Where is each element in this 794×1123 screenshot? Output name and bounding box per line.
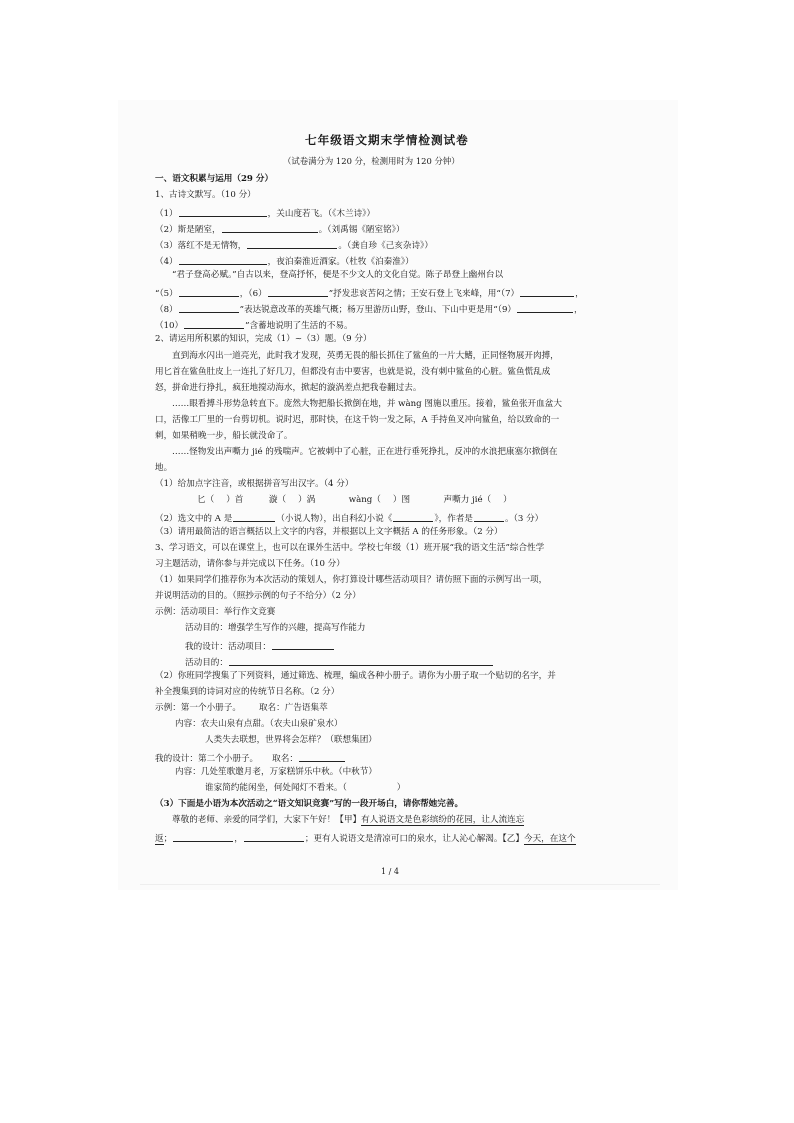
answer-blank[interactable] <box>179 287 239 297</box>
answer-blank[interactable] <box>247 239 337 249</box>
booklet-content-4 <box>205 784 405 793</box>
q1-line-8 <box>155 319 353 331</box>
passage-line: 用匕首在鲨鱼肚皮上一连扎了好几刀，但都没有击中要害，也就是说，没有刺中鲨鱼的心脏。鲨鱼慌乱成 <box>155 367 551 377</box>
q2-sub-2-b: （小说人物），出自科幻小说《 <box>276 514 393 524</box>
q1-line-6-d: ， <box>575 289 584 299</box>
q3-task-3: （3）下面是小语为本次活动之“语文知识竞赛”写的一段开场白，请你帮她完善。 <box>155 799 464 809</box>
q1-line-1 <box>155 207 375 219</box>
pinyin-item: ）图 <box>392 495 411 505</box>
opening-line-2-text: ；更有人说语文是清凉可口的泉水，让人沁心解渴。【乙】 <box>304 834 524 844</box>
q1-paragraph: “君子登高必赋。”自古以来，登高抒怀，便是不少文人的文化自觉。陈子昂登上幽州台以 <box>172 270 504 280</box>
q1-line-7 <box>155 303 583 315</box>
q3-task-1-cont: 并说明活动的目的。（照抄示例的句子不给分）（2 分） <box>155 591 361 601</box>
answer-blank[interactable] <box>184 319 244 329</box>
booklet-design-label: 我的设计：第二个小册子。 <box>155 754 259 764</box>
q1-line-6-a: “（5） <box>155 289 178 299</box>
passage-line: 直到海水闪出一道亮光，此时我才发现，英勇无畏的船长抓住了鲨鱼的一片大鳍，正同怪物展开肉搏， <box>172 351 559 361</box>
q1-line-3 <box>155 239 433 251</box>
passage-line: 刺，如果稍晚一步，船长就没命了。 <box>155 431 293 441</box>
answer-blank[interactable] <box>179 255 267 265</box>
booklet-example-name: 取名：广告语集萃 <box>258 703 328 713</box>
my-design-purpose <box>185 656 494 668</box>
pinyin-item: ） <box>503 495 512 505</box>
booklet-content-3: 内容：几处笙歌邀月老，万家糕饼乐中秋。（中秋节） <box>175 767 377 777</box>
q1-line-6-c: ”抒发悲哀苦闷之情；王安石登上飞来峰，用“（7） <box>328 289 520 299</box>
answer-blank[interactable] <box>272 640 334 650</box>
my-design-project-label: 我的设计：活动项目： <box>185 642 271 652</box>
my-design-purpose-label: 活动目的： <box>185 658 228 668</box>
page-subtitle: （试卷满分为 120 分，检测用时为 120 分钟） <box>283 156 460 166</box>
pinyin-item: ）首 <box>226 495 244 505</box>
q1-line-7-b: ”表达锐意改革的英雄气概；杨万里游历山野，登山、下山中更是用“（9） <box>239 305 517 315</box>
q1-line-2-label: （2）斯是陋室， <box>155 225 221 235</box>
passage-line: ……怪物发出声嘶力 jié 的残喘声。它被刺中了心脏，正在进行垂死挣扎，反冲的水浪把康塞尔掀倒在 <box>172 447 558 457</box>
pinyin-item: ）涡 <box>298 495 316 505</box>
section-heading: 一、语文积累与运用（29 分） <box>155 174 274 184</box>
opening-line-2-sep: ； <box>163 834 173 844</box>
answer-blank[interactable] <box>474 512 504 522</box>
question-3-heading: 3、学习语文，可以在课堂上，也可以在课外生活中。学校七年级（1）班开展“我的语文生活”综合性学 <box>155 543 545 553</box>
pinyin-item: 声嘶力 jié（ <box>443 495 492 505</box>
booklet-content-1: 内容：农夫山泉有点甜。（农夫山泉矿泉水） <box>175 719 343 729</box>
question-1-heading: 1、古诗文默写。（10 分） <box>155 190 256 200</box>
opening-underlined-text: 有人说语文是色彩缤纷的花园，让人流连忘 <box>361 815 525 825</box>
example-purpose: 活动目的：增强学生写作的兴趣，提高写作能力 <box>185 623 366 633</box>
q2-sub-2 <box>155 512 543 524</box>
passage-line: ……眼看搏斗形势急转直下。庞然大物把船长掀倒在地，并 wàng 图施以重压。接着，鲨鱼张开血盆大 <box>172 399 562 409</box>
page-bottom-edge <box>140 884 660 885</box>
passage-line: 地。 <box>155 463 173 473</box>
q1-line-3-text: 。（龚自珍《己亥杂诗》） <box>338 241 433 251</box>
answer-blank[interactable] <box>179 207 267 217</box>
q1-line-2 <box>155 223 405 235</box>
booklet-content-4-close: ） <box>396 783 406 793</box>
opening-underlined-text: 今天，在这个 <box>523 834 576 844</box>
q1-line-1-label: （1） <box>155 209 178 219</box>
pinyin-row <box>197 496 512 505</box>
q3-task-1: （1）如果同学们推荐你为本次活动的策划人，你打算设计哪些活动项目？请仿照下面的示例写出一项， <box>155 575 548 585</box>
q1-line-4-text: ，夜泊秦淮近酒家。（杜牧《泊秦淮》） <box>267 257 414 267</box>
example-project: 示例：活动项目：举行作文竞赛 <box>155 607 276 617</box>
answer-blank[interactable] <box>517 303 573 313</box>
pinyin-item: wàng（ <box>348 495 381 505</box>
q1-line-2-text: 。（刘禹锡《陋室铭》） <box>318 225 405 235</box>
q1-line-1-text: ，关山度若飞。（《木兰诗》） <box>267 209 376 219</box>
q1-line-8-a: （10） <box>155 321 184 331</box>
q1-line-7-a: （8） <box>155 305 178 315</box>
q2-sub-3: （3）请用最简洁的语言概括以上文字的内容，并根据以上文字概括 A 的任务形象。（2 分） <box>155 527 503 537</box>
opening-line-1-a: 尊敬的老师、亲爱的同学们，大家下午好！【甲】 <box>172 815 362 825</box>
my-design-project <box>185 640 335 652</box>
page-title: 七年级语文期末学情检测试卷 <box>305 133 469 147</box>
passage-line: 口，活像工厂里的一台剪切机。说时迟，那时快，在这千钧一发之际，A 手持鱼叉冲向鲨鱼，给以致命的一 <box>155 415 560 425</box>
q1-line-6-b: ，（6） <box>239 289 267 299</box>
q1-line-7-c: ， <box>574 305 583 315</box>
answer-blank[interactable] <box>520 287 574 297</box>
answer-blank[interactable] <box>244 832 304 842</box>
booklet-design-name-label: 取名： <box>272 754 298 764</box>
q2-sub-2-d: 。（3 分） <box>504 514 544 524</box>
pinyin-item: 漩（ <box>268 495 287 505</box>
q1-line-4-label: （4） <box>155 257 178 267</box>
opening-underlined-text: 返 <box>155 834 164 844</box>
booklet-example <box>155 704 328 713</box>
booklet-example-label: 示例：第一个小册子。 <box>155 703 241 713</box>
answer-blank[interactable] <box>299 752 345 762</box>
opening-line-2 <box>155 832 576 844</box>
q2-sub-2-c: 》，作者是 <box>434 514 473 524</box>
q3-task-2: （2）你班同学搜集了下列资料，通过筛选、梳理，编成各种小册子。请你为小册子取一个贴切的名字，并 <box>155 671 556 681</box>
pinyin-item: 匕（ <box>197 495 215 505</box>
booklet-design <box>155 752 346 764</box>
answer-blank[interactable] <box>268 287 328 297</box>
answer-blank[interactable] <box>229 656 493 666</box>
answer-blank[interactable] <box>233 512 275 522</box>
question-2-heading: 2、请运用所积累的知识，完成（1）~（3）题。（9 分） <box>155 334 372 344</box>
booklet-content-4-text: 谁家简约能闲坐，何处闻灯不看来。（ <box>205 783 347 793</box>
answer-blank[interactable] <box>222 223 318 233</box>
q2-sub-1: （1）给加点字注音，或根据拼音写出汉字。（4 分） <box>155 479 354 489</box>
passage-line: 怒，拼命进行挣扎，疯狂地搅动海水，掀起的漩涡差点把我卷翻过去。 <box>155 383 422 393</box>
q1-line-4 <box>155 255 414 267</box>
q3-task-2-cont: 补全搜集到的诗词对应的传统节日名称。（2 分） <box>155 687 340 697</box>
answer-blank[interactable] <box>393 512 433 522</box>
answer-blank[interactable] <box>179 303 239 313</box>
q1-line-3-label: （3）落红不是无情物， <box>155 241 247 251</box>
booklet-content-2: 人类失去联想，世界将会怎样？（联想集团） <box>205 735 377 745</box>
question-3-heading-cont: 习主题活动，请你参与并完成以下任务。（10 分） <box>155 559 345 569</box>
q2-sub-2-a: （2）选文中的 A 是 <box>155 514 233 524</box>
opening-line-1 <box>172 816 524 825</box>
opening-line-2-comma: ， <box>234 834 243 844</box>
q1-line-8-b: ”含蓄地说明了生活的不易。 <box>245 321 353 331</box>
q1-line-6 <box>155 287 584 299</box>
answer-blank[interactable] <box>173 832 233 842</box>
page-number: 1 / 4 <box>381 867 399 876</box>
